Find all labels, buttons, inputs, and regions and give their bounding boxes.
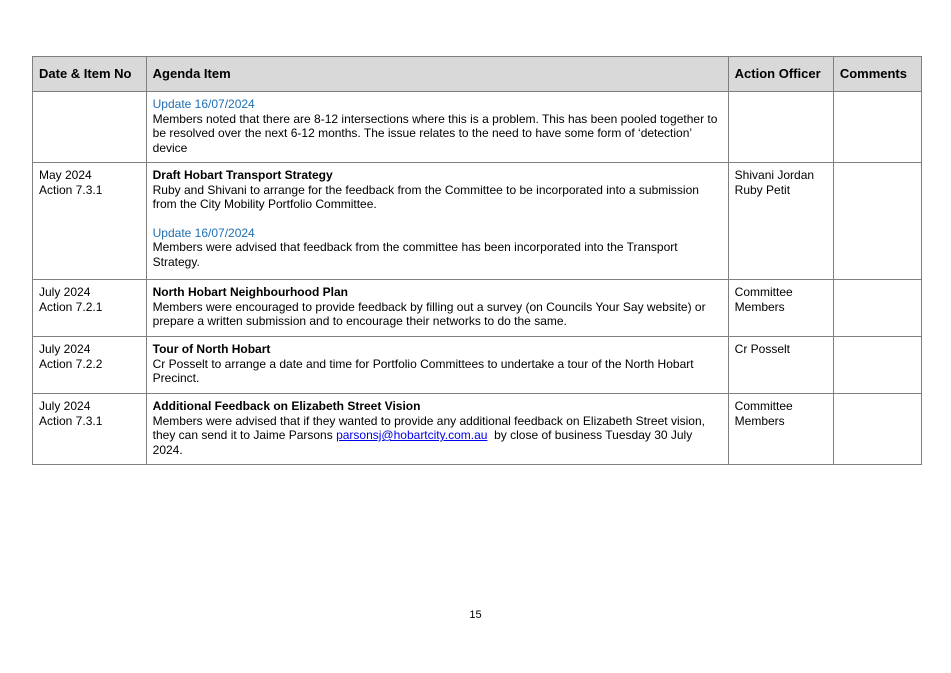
agenda-cell — [146, 280, 728, 337]
update-label: Update 16/07/2024 — [152, 225, 255, 240]
header-agenda-item: Agenda Item — [146, 57, 728, 92]
table-row — [33, 92, 922, 163]
item-action-no: Action 7.3.1 — [39, 182, 103, 197]
item-title: Draft Hobart Transport Strategy — [152, 168, 333, 182]
update-text: Members were advised that feedback from the committee has been incorporated into the Transport Strategy. — [152, 240, 678, 269]
item-title: Tour of North Hobart — [152, 342, 271, 356]
comments-cell — [833, 280, 921, 337]
officer-cell — [728, 337, 833, 394]
table-row — [33, 394, 922, 465]
update-text: Members noted that there are 8-12 intersections where this is a problem. This has been pooled together to be resolved over the next 6-12 months. The issue relates to the need to have some form of ‘detection’ device — [152, 111, 718, 155]
item-text — [153, 414, 722, 458]
officer-name: Cr Posselt — [734, 342, 791, 356]
item-action-no: Action 7.2.2 — [39, 356, 103, 371]
item-date: July 2024 — [39, 399, 91, 413]
update-label: Update 16/07/2024 — [152, 97, 255, 111]
item-title: North Hobart Neighbourhood Plan — [152, 285, 348, 299]
comments-cell — [833, 163, 921, 280]
item-date: July 2024 — [39, 342, 91, 356]
officer-name: Shivani Jordan — [734, 168, 815, 182]
agenda-cell — [146, 163, 728, 280]
item-date: July 2024 — [39, 285, 91, 299]
officer-cell — [728, 280, 833, 337]
table-row — [33, 280, 922, 337]
officer-name: Committee — [734, 285, 793, 299]
date-cell — [33, 337, 147, 394]
item-action-no: Action 7.2.1 — [39, 299, 103, 314]
email-link[interactable]: parsonsj@hobartcity.com.au — [336, 428, 488, 442]
header-date-item-no: Date & Item No — [33, 57, 147, 92]
table-row — [33, 163, 922, 280]
officer-cell — [728, 163, 833, 280]
item-text-before-email: Members were advised that if they wanted to provide any additional feedback on Elizabeth Street vision, they can send it to Jaime Parsons — [152, 413, 705, 442]
comments-cell — [833, 337, 921, 394]
item-text: Cr Posselt to arrange a date and time for Portfolio Committees to undertake a tour of the North Hobart Precinct. — [152, 356, 694, 385]
item-action-no: Action 7.3.1 — [39, 413, 103, 428]
comments-cell — [833, 394, 921, 465]
officer-name: Members — [734, 413, 785, 428]
officer-cell — [728, 92, 833, 163]
item-text: Ruby and Shivani to arrange for the feedback from the Committee to be incorporated into a submission from the City Mobility Portfolio Committee. — [152, 182, 699, 211]
officer-name: Members — [734, 299, 785, 314]
comments-cell — [833, 92, 921, 163]
item-date: May 2024 — [39, 168, 92, 182]
table-row — [33, 337, 922, 394]
item-title: Additional Feedback on Elizabeth Street Vision — [152, 399, 421, 413]
date-cell — [33, 92, 147, 163]
item-text: Members were encouraged to provide feedback by filling out a survey (on Councils Your Say website) or prepare a written submission and to encourage their networks to do the same. — [152, 299, 706, 328]
officer-name: Committee — [734, 399, 793, 413]
item-text-after-email: by close of business Tuesday 30 July 2024. — [152, 428, 696, 457]
date-cell — [33, 394, 147, 465]
officer-name: Ruby Petit — [734, 182, 791, 197]
agenda-cell — [146, 92, 728, 163]
header-comments: Comments — [833, 57, 921, 92]
agenda-cell — [146, 337, 728, 394]
page-number: 15 — [469, 609, 482, 621]
officer-cell — [728, 394, 833, 465]
date-cell — [33, 280, 147, 337]
table-header-row — [33, 57, 922, 92]
header-action-officer: Action Officer — [728, 57, 833, 92]
date-cell — [33, 163, 147, 280]
action-items-table — [32, 56, 922, 465]
agenda-cell — [146, 394, 728, 465]
